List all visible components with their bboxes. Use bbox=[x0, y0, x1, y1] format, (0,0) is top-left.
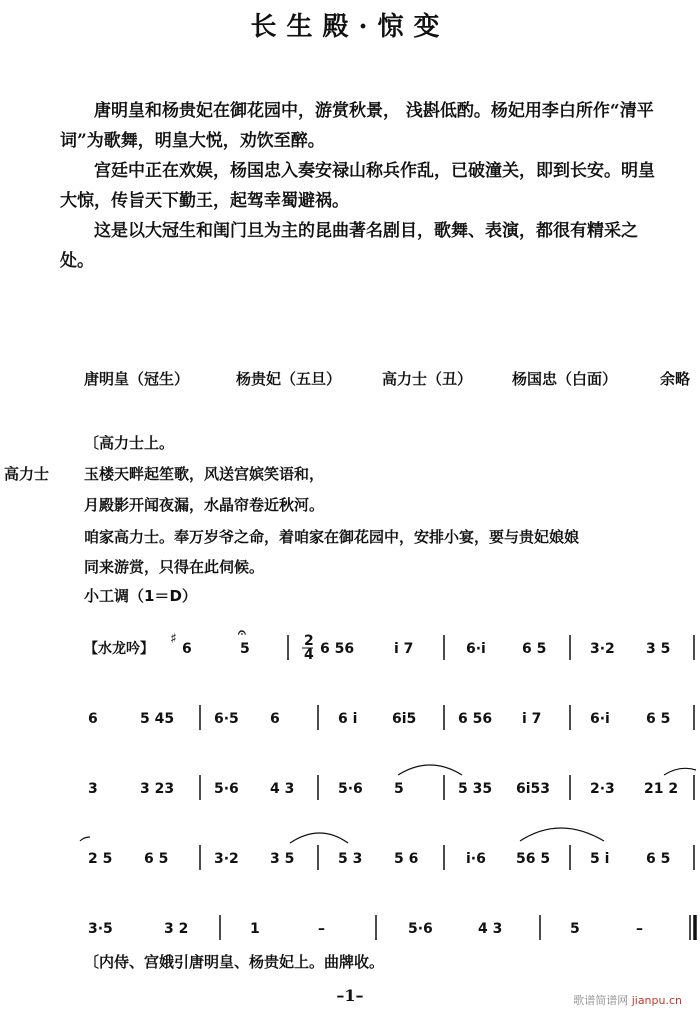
note: 6·i bbox=[466, 641, 486, 657]
note: 5 bbox=[570, 921, 580, 937]
time-signature-bottom: 4 bbox=[304, 647, 314, 663]
note: – bbox=[318, 921, 325, 937]
cast-item: 高力士（丑） bbox=[382, 370, 473, 388]
note: 6·5 bbox=[214, 711, 239, 727]
stage-direction-enter: 〔高力士上。 bbox=[84, 434, 175, 452]
note: 4 3 bbox=[270, 781, 295, 797]
spoken-line: 咱家高力士。奉万岁爷之命，着咱家在御花园中，安排小宴，要与贵妃娘娘 bbox=[84, 528, 580, 546]
slur bbox=[664, 768, 696, 775]
note: 5 i bbox=[590, 851, 610, 867]
note: 5·6 bbox=[338, 781, 363, 797]
watermark bbox=[573, 992, 682, 1008]
note: 6·i bbox=[590, 711, 610, 727]
cast-item: 杨国忠（白面） bbox=[512, 370, 618, 388]
cast-item: 余略 bbox=[660, 370, 691, 388]
note: 3 5 bbox=[646, 641, 671, 657]
slur bbox=[290, 833, 348, 843]
page-number: –1– bbox=[336, 986, 364, 1005]
note: 5 3 bbox=[338, 851, 363, 867]
note: 21 2 bbox=[644, 781, 679, 797]
note: 3 2 bbox=[164, 921, 189, 937]
note: i·6 bbox=[466, 851, 486, 867]
note: 3·2 bbox=[214, 851, 239, 867]
note: 5 45 bbox=[140, 711, 175, 727]
note: 6 bbox=[270, 711, 280, 727]
note: 6 5 bbox=[646, 711, 671, 727]
note: 6 56 bbox=[320, 641, 355, 657]
note: 3 bbox=[88, 781, 98, 797]
spoken-line: 同来游赏，只得在此伺候。 bbox=[84, 558, 265, 576]
lyric-line: 月殿影开闻夜漏，水晶帘卷近秋河。 bbox=[84, 496, 325, 514]
note: 6i53 bbox=[516, 781, 551, 797]
speaker-label: 高力士 bbox=[4, 465, 50, 483]
slur bbox=[80, 837, 90, 841]
note: 6 56 bbox=[458, 711, 493, 727]
intro-paragraph: 唐明皇和杨贵妃在御花园中，游赏秋景， 浅斟低酌。杨妃用李白所作“清平词”为歌舞，明皇大悦，劝饮至醉。 bbox=[60, 101, 654, 151]
note: 6 i bbox=[338, 711, 358, 727]
note: 5 6 bbox=[394, 851, 419, 867]
note: 5 bbox=[240, 641, 250, 657]
slur bbox=[398, 765, 462, 775]
intro-paragraph: 这是以大冠生和闺门旦为主的昆曲著名剧目，歌舞、表演，都很有精采之处。 bbox=[60, 221, 638, 271]
note: 6 bbox=[182, 641, 192, 657]
sharp-sign: ♯ bbox=[170, 631, 177, 647]
note: 6 5 bbox=[646, 851, 671, 867]
intro-text bbox=[60, 96, 670, 276]
note: 2 5 bbox=[88, 851, 113, 867]
intro-paragraph: 宫廷中正在欢娱，杨国忠入奏安禄山称兵作乱，已破潼关，即到长安。明皇大惊，传旨天下勤王，起驾幸蜀避祸。 bbox=[60, 161, 655, 211]
time-signature-top: 2 bbox=[304, 633, 314, 649]
cast-item: 唐明皇（冠生） bbox=[84, 370, 190, 388]
slur bbox=[520, 828, 604, 841]
fermata-icon: 𝄐 bbox=[238, 625, 246, 641]
note: 6 bbox=[88, 711, 98, 727]
note: 6 5 bbox=[144, 851, 169, 867]
note: 6i5 bbox=[392, 711, 417, 727]
note: – bbox=[636, 921, 643, 937]
tune-name: 【水龙吟】 bbox=[84, 641, 154, 657]
note: 5·6 bbox=[408, 921, 433, 937]
note: i 7 bbox=[522, 711, 542, 727]
page-title: 长生殿·惊变 bbox=[250, 12, 450, 42]
note: 5·6 bbox=[214, 781, 239, 797]
cast-item: 杨贵妃（五旦） bbox=[236, 370, 342, 388]
note: 3 5 bbox=[270, 851, 295, 867]
note: 56 5 bbox=[516, 851, 551, 867]
note: 2·3 bbox=[590, 781, 615, 797]
note: 3·5 bbox=[88, 921, 113, 937]
note: 4 3 bbox=[478, 921, 503, 937]
stage-direction-exit: 〔内侍、宫娥引唐明皇、杨贵妃上。曲牌收。 bbox=[84, 953, 385, 971]
lyric-line: 玉楼天畔起笙歌，风送宫嫔笑语和， bbox=[84, 465, 325, 483]
note: 6 5 bbox=[522, 641, 547, 657]
note: 1 bbox=[250, 921, 260, 937]
note: i 7 bbox=[394, 641, 414, 657]
note: 5 35 bbox=[458, 781, 493, 797]
watermark-domain: jianpu.cn bbox=[631, 994, 682, 1007]
note: 5 bbox=[394, 781, 404, 797]
note: 3 23 bbox=[140, 781, 175, 797]
watermark-site-name: 歌谱简谱网 bbox=[573, 994, 629, 1007]
note: 3·2 bbox=[590, 641, 615, 657]
key-signature: 小工调（1＝D） bbox=[84, 587, 197, 605]
